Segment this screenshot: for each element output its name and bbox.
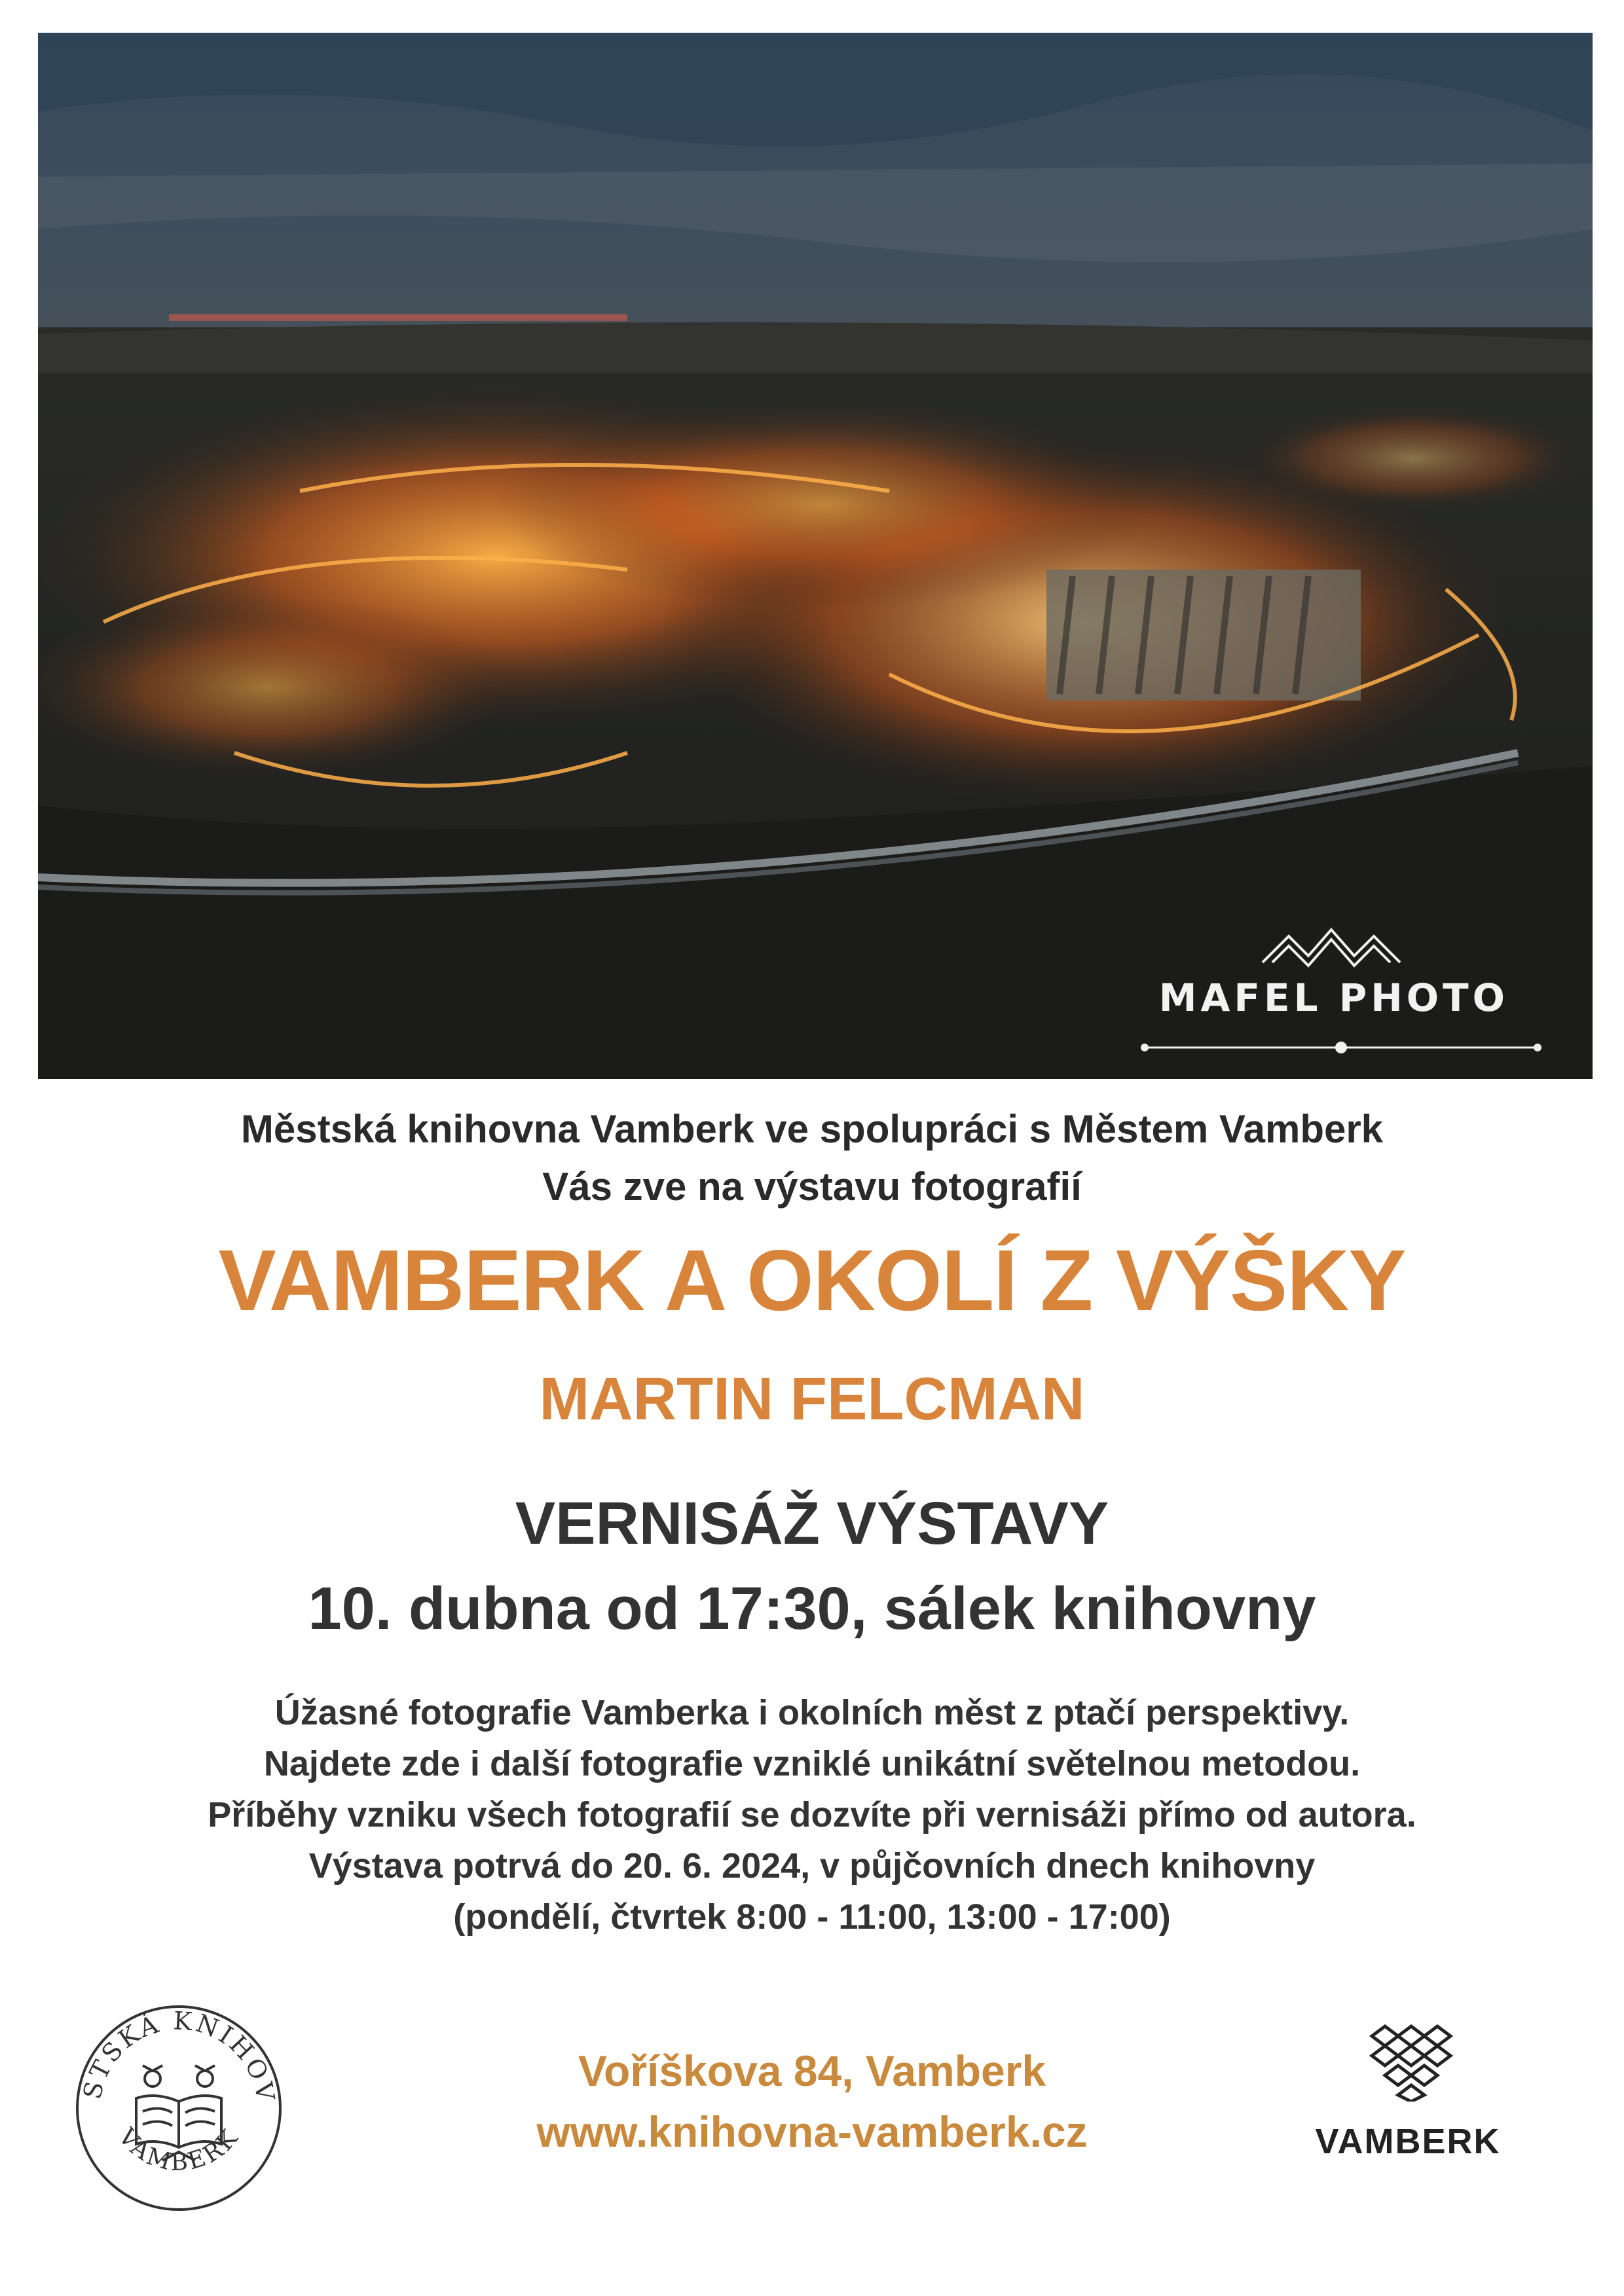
address: Voříškova 84, Vamberk [578,2047,1046,2095]
watermark-text: MAFEL PHOTO [1158,975,1509,1020]
vernissage-heading: VERNISÁŽ VÝSTAVY [515,1490,1109,1557]
description-line: Příběhy vzniku všech fotografií se dozvíte při vernisáži přímo od autora. [208,1795,1416,1834]
vernissage-date: 10. dubna od 17:30, sálek knihovny [308,1575,1316,1642]
svg-text:MĚSTSKÁ KNIHOVNA: STSKÁ KNIHOV [77,2006,281,2105]
intro-line-2: Vás zve na výstavu fotografií [542,1165,1082,1209]
city-name: VAMBERK [1315,2122,1501,2161]
vamberk-city-logo [1290,2023,1526,2167]
exhibition-author: MARTIN FELCMAN [539,1366,1085,1432]
description-line: Výstava potrvá do 20. 6. 2024, v půjčovních dnech knihovny [308,1846,1316,1886]
description-line: Najdete zde i další fotografie vzniklé unikátní světelnou metodou. [263,1744,1361,1783]
description-line: Úžasné fotografie Vamberka i okolních měst z ptačí perspektivy. [274,1693,1350,1732]
intro-line-1: Městská knihovna Vamberk ve spolupráci s Městem Vamberk [240,1107,1384,1151]
website-link[interactable]: www.knihovna-vamberk.cz [536,2107,1088,2156]
description-line: (pondělí, čtvrtek 8:00 - 11:00, 13:00 - 17:00) [453,1897,1171,1937]
exhibition-title: VAMBERK A OKOLÍ Z VÝŠKY [218,1232,1406,1328]
lace-pattern-icon [1359,2023,1457,2102]
hero-photo [38,33,1593,1079]
svg-text:VAMBERK: VAMBERK [113,2123,245,2177]
